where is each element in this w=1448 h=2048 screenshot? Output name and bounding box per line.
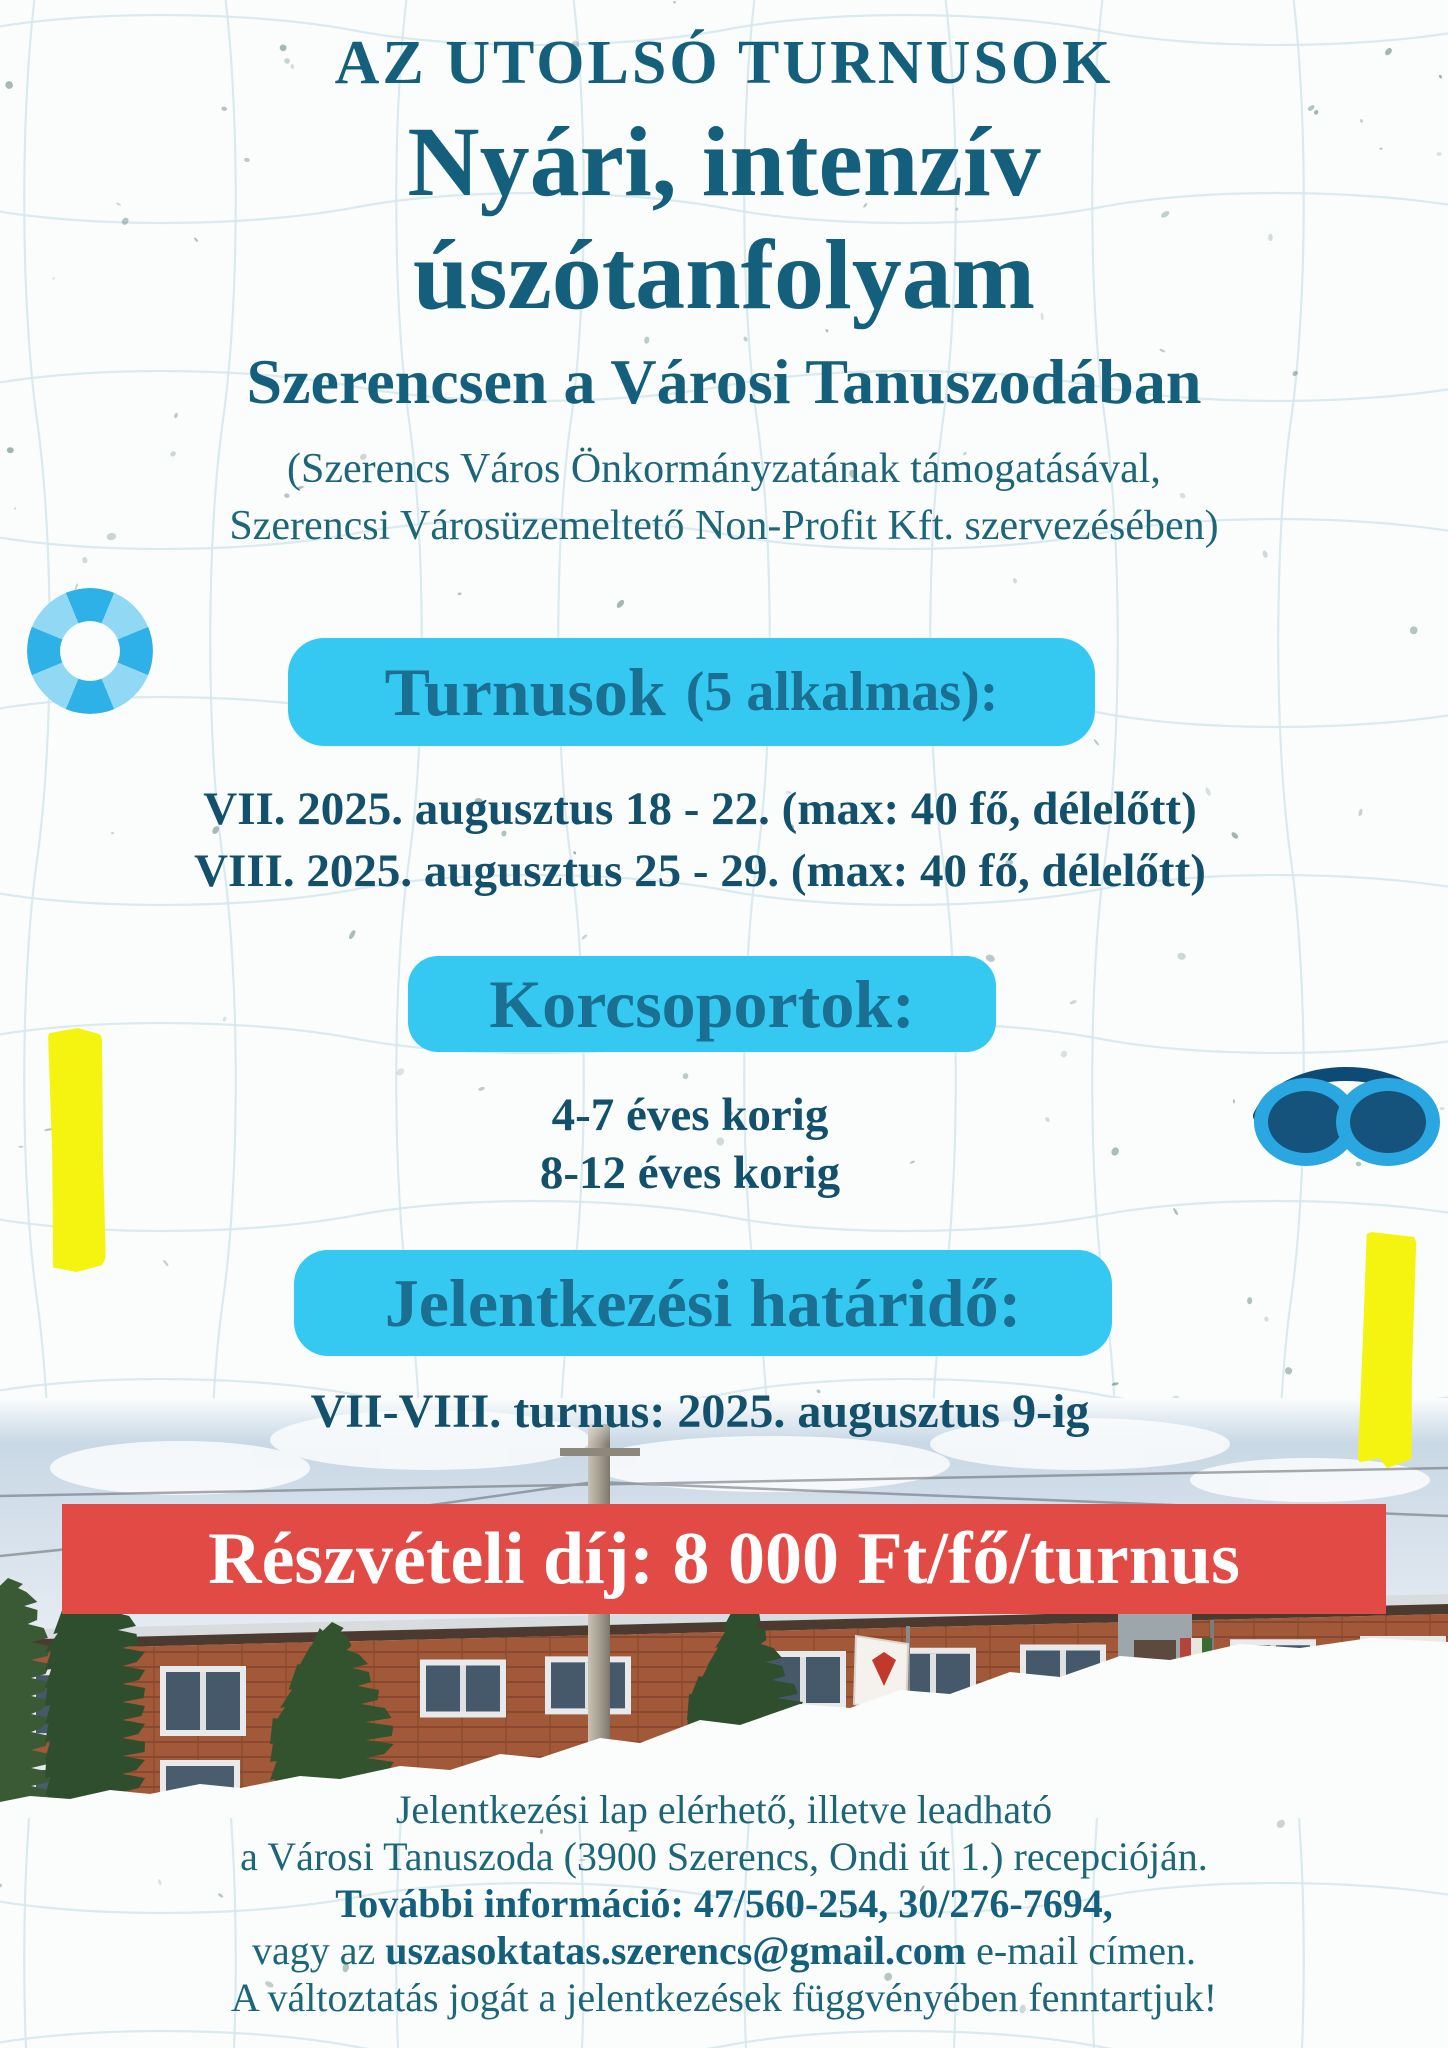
footer-email-suffix: e-mail címen.: [976, 1928, 1196, 1973]
age-group-item: 8-12 éves korig: [539, 1147, 841, 1199]
turnus-item: VIII. 2025. augusztus 25 - 29. (max: 40 fő, délelőtt): [194, 845, 1206, 897]
age-groups: [0, 1086, 1380, 1202]
organizer-note: [0, 441, 1448, 554]
section-heading-korcsoportok: [408, 956, 996, 1052]
footer-email-address: uszasoktatas.szerencs@gmail.com: [385, 1928, 967, 1973]
korcsoportok-heading-text: Korcsoportok:: [489, 965, 915, 1042]
main-title-line2: úszótanfolyam: [412, 219, 1036, 330]
footer-line1: Jelentkezési lap elérhető, illetve leadható: [395, 1787, 1053, 1832]
organizer-note-line1: (Szerencs Város Önkormányzatának támogatásával,: [287, 446, 1161, 492]
turnusok-dates: [0, 778, 1400, 902]
section-heading-turnusok: [288, 638, 1095, 746]
deadline-line: [0, 1386, 1400, 1438]
organizer-note-line2: Szerencsi Városüzemeltető Non-Profit Kft. szervezésében): [229, 502, 1219, 549]
poster-header: [0, 28, 1448, 554]
footer-line2: a Városi Tanuszoda (3900 Szerencs, Ondi út 1.) recepcióján.: [240, 1834, 1208, 1879]
footer-email-prefix: vagy az: [251, 1928, 376, 1973]
lifebuoy-icon: [27, 588, 153, 714]
footer-contact: [0, 1786, 1448, 2021]
main-title: [0, 105, 1448, 331]
footer-phone-line: További információ: 47/560-254, 30/276-7694,: [335, 1881, 1113, 1926]
price-banner: [62, 1504, 1386, 1614]
price-banner-text: Részvételi díj: 8 000 Ft/fő/turnus: [208, 1517, 1240, 1600]
subtitle: Szerencsen a Városi Tanuszodában: [246, 346, 1202, 417]
hatarido-heading-text: Jelentkezési határidő:: [384, 1264, 1022, 1341]
section-heading-hatarido: [294, 1250, 1112, 1356]
main-title-line1: Nyári, intenzív: [407, 106, 1041, 217]
footer-email-line: [0, 1927, 1448, 1974]
turnusok-heading-text: Turnusok: [384, 653, 666, 730]
turnusok-heading-note: (5 alkalmas):: [685, 661, 999, 723]
deadline-item: VII-VIII. turnus: 2025. augusztus 9-ig: [310, 1385, 1090, 1438]
age-group-item: 4-7 éves korig: [551, 1089, 829, 1141]
turnus-item: VII. 2025. augusztus 18 - 22. (max: 40 fő, délelőtt): [203, 783, 1197, 835]
footer-disclaimer: A változtatás jogát a jelentkezések függvényében fenntartjuk!: [230, 1975, 1218, 2020]
kicker-line: AZ UTOLSÓ TURNUSOK: [334, 29, 1114, 97]
